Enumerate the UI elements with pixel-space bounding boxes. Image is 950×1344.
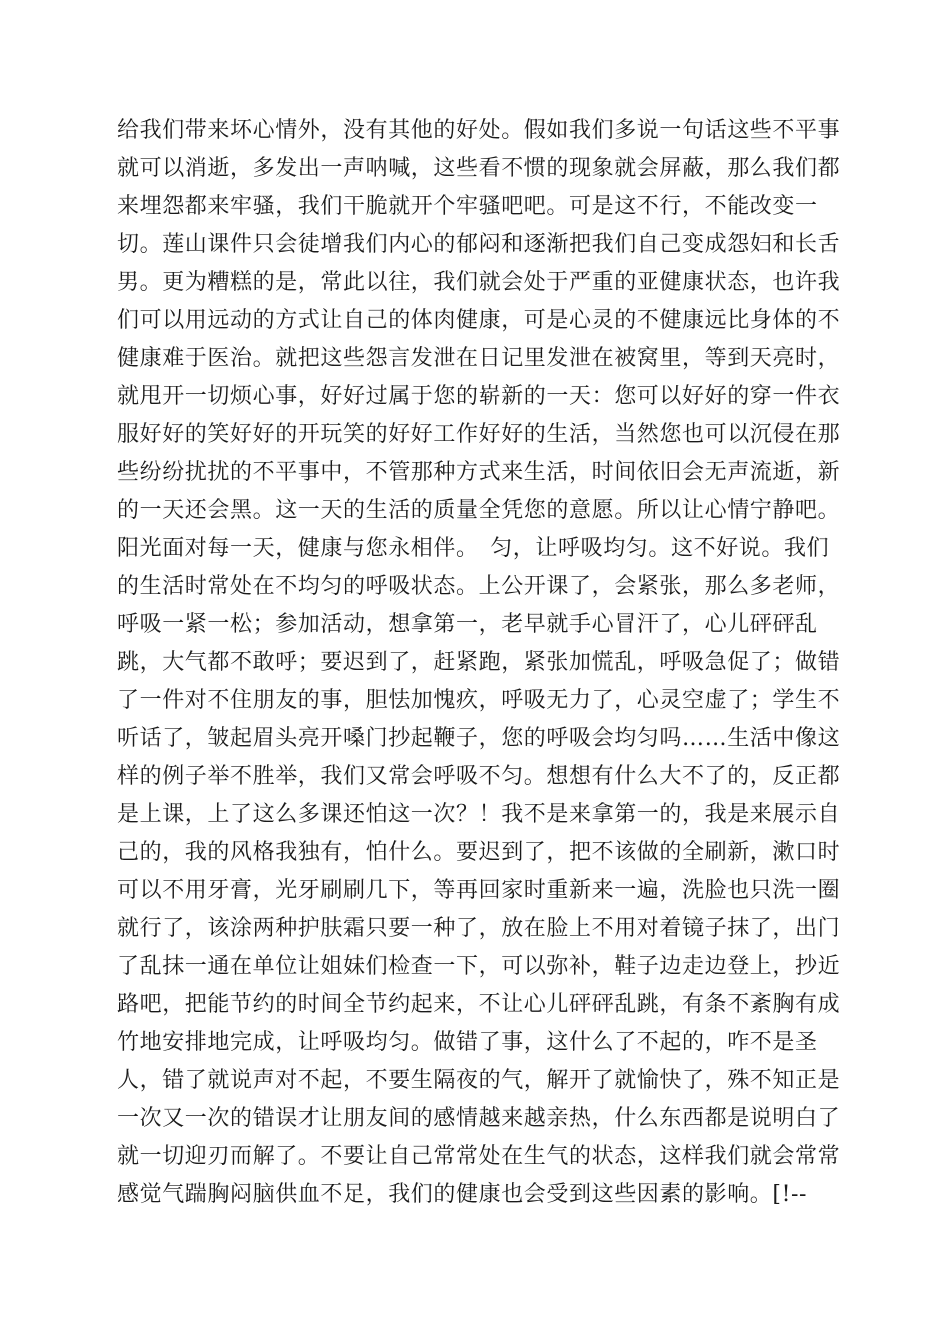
text-line: 可以不用牙膏，光牙刷刷几下，等再回家时重新来一遍，洗脸也只洗一圈 bbox=[117, 878, 841, 903]
text-line: 竹地安排地完成，让呼吸均匀。做错了事，这什么了不起的，咋不是圣 bbox=[117, 1030, 818, 1055]
text-line: 呼吸一紧一松；参加活动，想拿第一，老早就手心冒汗了，心儿砰砰乱 bbox=[117, 612, 818, 637]
text-line: 感觉气踹胸闷脑供血不足，我们的健康也会受到这些因素的影响。[!-- bbox=[117, 1182, 808, 1207]
text-line: 是上课，上了这么多课还怕这一次？！我不是来拿第一的，我是来展示自 bbox=[117, 802, 841, 827]
text-line: 的一天还会黑。这一天的生活的质量全凭您的意愿。所以让心情宁静吧。 bbox=[117, 498, 841, 523]
text-line: 跳，大气都不敢呼；要迟到了，赶紧跑，紧张加慌乱，呼吸急促了；做错 bbox=[117, 650, 841, 675]
text-line: 听话了，皱起眉头亮开嗓门抄起鞭子，您的呼吸会均匀吗……生活中像这 bbox=[117, 726, 841, 751]
text-line: 了一件对不住朋友的事，胆怯加愧疚，呼吸无力了，心灵空虚了；学生不 bbox=[117, 688, 841, 713]
body-text bbox=[117, 112, 841, 1214]
text-line: 健康难于医治。就把这些怨言发泄在日记里发泄在被窝里，等到天亮时， bbox=[117, 346, 841, 371]
text-line: 就行了，该涂两种护肤霜只要一种了，放在脸上不用对着镜子抹了，出门 bbox=[117, 916, 841, 941]
text-line: 了乱抹一通在单位让姐妹们检查一下，可以弥补，鞋子边走边登上，抄近 bbox=[117, 954, 841, 979]
text-line: 切。莲山课件只会徒增我们内心的郁闷和逐渐把我们自己变成怨妇和长舌 bbox=[117, 232, 841, 257]
text-line: 人，错了就说声对不起，不要生隔夜的气，解开了就愉快了，殊不知正是 bbox=[117, 1068, 841, 1093]
text-line: 些纷纷扰扰的不平事中，不管那种方式来生活，时间依旧会无声流逝，新 bbox=[117, 460, 841, 485]
text-line: 就可以消逝，多发出一声呐喊，这些看不惯的现象就会屏蔽，那么我们都 bbox=[117, 156, 841, 181]
text-line: 们可以用远动的方式让自己的体肉健康，可是心灵的不健康远比身体的不 bbox=[117, 308, 841, 333]
text-line: 就甩开一切烦心事，好好过属于您的崭新的一天：您可以好好的穿一件衣 bbox=[117, 384, 841, 409]
text-line: 服好好的笑好好的开玩笑的好好工作好好的生活，当然您也可以沉侵在那 bbox=[117, 422, 841, 447]
text-line: 的生活时常处在不均匀的呼吸状态。上公开课了，会紧张，那么多老师， bbox=[117, 574, 841, 599]
text-line: 来埋怨都来牢骚，我们干脆就开个牢骚吧吧。可是这不行，不能改变一 bbox=[117, 194, 818, 219]
text-line: 男。更为糟糕的是，常此以往，我们就会处于严重的亚健康状态，也许我 bbox=[117, 270, 841, 295]
text-line: 己的，我的风格我独有，怕什么。要迟到了，把不该做的全刷新，漱口时 bbox=[117, 840, 841, 865]
text-line: 路吧，把能节约的时间全节约起来，不让心儿砰砰乱跳，有条不紊胸有成 bbox=[117, 992, 841, 1017]
text-line: 就一切迎刃而解了。不要让自己常常处在生气的状态，这样我们就会常常 bbox=[117, 1144, 841, 1169]
text-line: 给我们带来坏心情外，没有其他的好处。假如我们多说一句话这些不平事 bbox=[117, 118, 841, 143]
text-line: 一次又一次的错误才让朋友间的感情越来越亲热，什么东西都是说明白了 bbox=[117, 1106, 841, 1131]
text-line: 阳光面对每一天，健康与您永相伴。 匀，让呼吸均匀。这不好说。我们 bbox=[117, 536, 830, 561]
text-line: 样的例子举不胜举，我们又常会呼吸不匀。想想有什么大不了的，反正都 bbox=[117, 764, 841, 789]
